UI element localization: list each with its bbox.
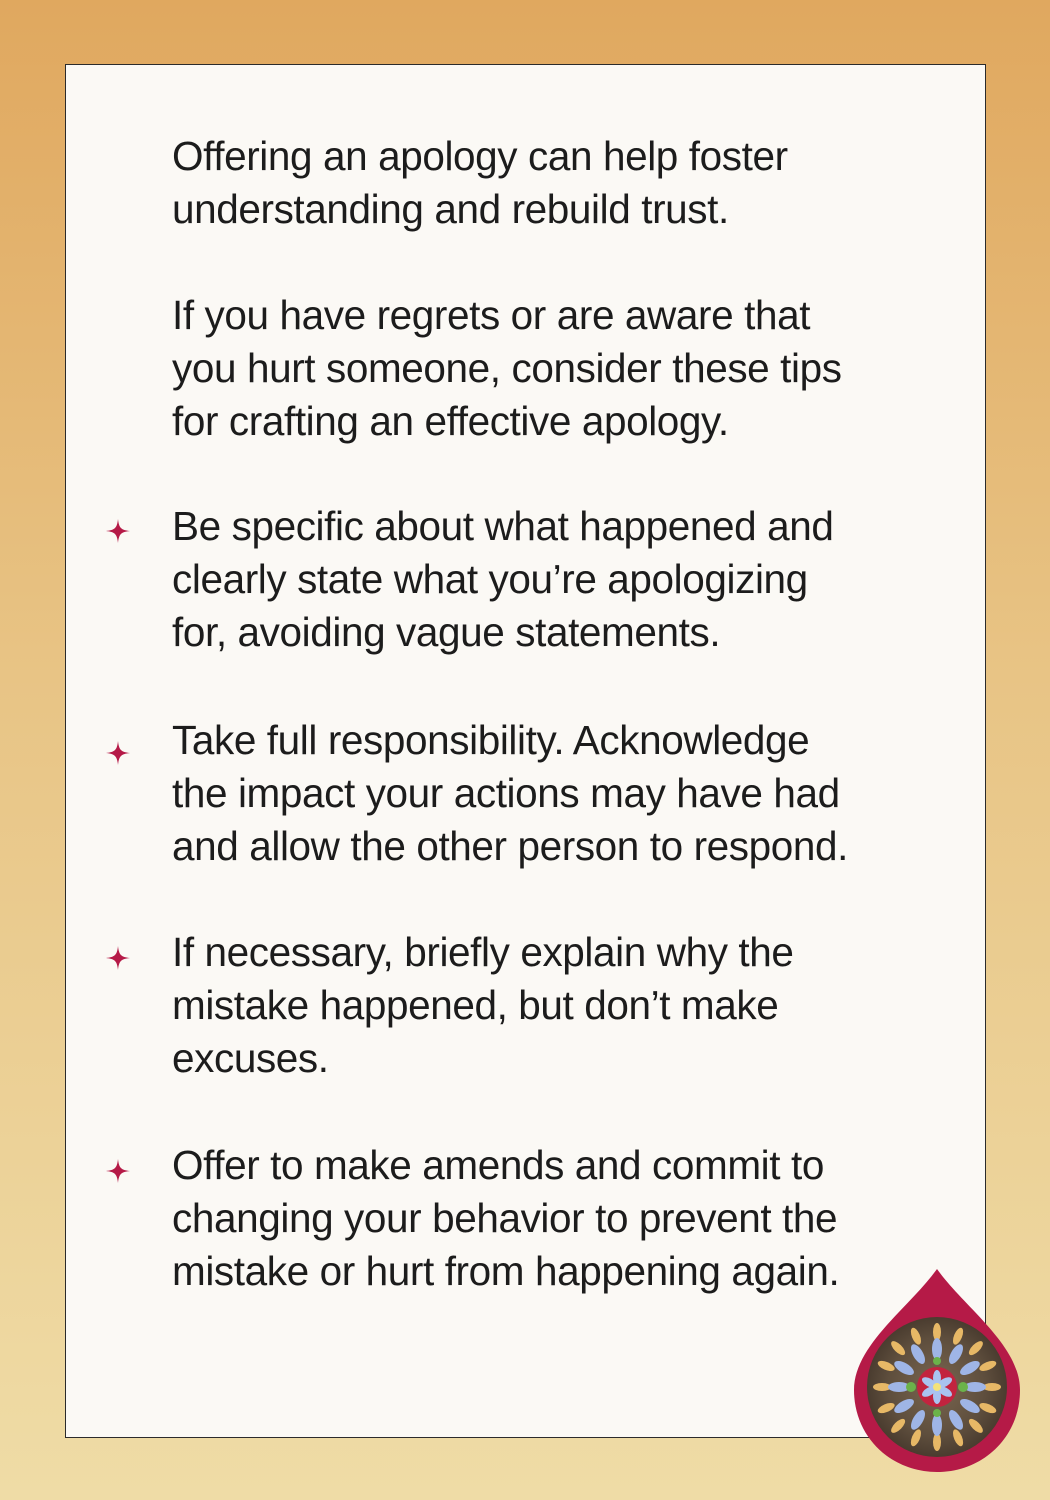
tip-item: Take full responsibility. Acknowledge the impact your actions may have had and allow the other person to respond. — [172, 717, 849, 869]
sparkle-icon — [104, 944, 132, 972]
intro-paragraph-1: Offering an apology can help foster understanding and rebuild trust. — [172, 133, 788, 232]
sparkle-icon — [104, 739, 132, 767]
tip-item: Offer to make amends and commit to changing your behavior to prevent the mistake or hurt from happening again. — [172, 1142, 840, 1294]
tip-item: Be specific about what happened and clearly state what you’re apologizing for, avoiding vague statements. — [172, 503, 834, 655]
tip-item: If necessary, briefly explain why the mistake happened, but don’t make excuses. — [172, 929, 794, 1081]
sparkle-icon — [104, 517, 132, 545]
intro-paragraph-2: If you have regrets or are aware that you hurt someone, consider these tips for crafting an effective apology. — [172, 292, 842, 444]
mandala-drop-icon — [852, 1267, 1022, 1474]
sparkle-icon — [104, 1157, 132, 1185]
